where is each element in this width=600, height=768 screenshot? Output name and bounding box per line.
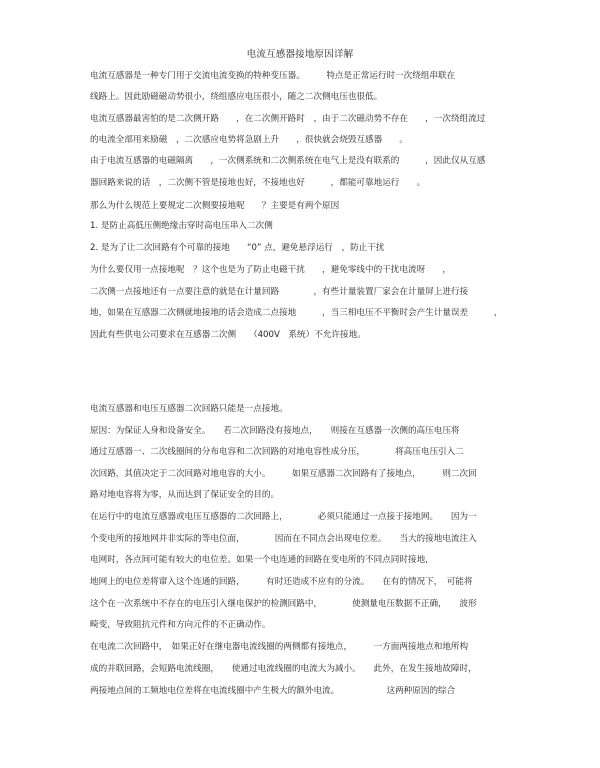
- text-line: 为什么要仅用一点接地呢 ？这个也是为了防止电磁干扰 ，避免零线中的干扰电流呀 ，: [90, 265, 451, 275]
- text-line: 1. 是防止高低压侧绝缘击穿时高电压串入二次侧: [90, 221, 273, 231]
- text-line: 器回路来说的话 ，二次侧不管是接地也好，不接地也好 ，都能可靠地运行 。: [90, 178, 426, 188]
- text-line: 因此有些供电公司要求在互感器二次侧 （400V 系统）不允许接地。: [90, 330, 366, 340]
- text-line: 成的并联回路，会短路电流线圈， 使通过电流线圈的电流大为减小。 此外，在发生接地故障时，: [90, 664, 477, 674]
- text-line: 地，如果在互感器二次侧就地接地的话会造成二点接地 ，当三相电压不平衡时会产生计量误差 ，: [90, 308, 503, 318]
- text-line: 二次侧一点接地还有一点要注意的就是在计量回路 ，有些计量装置厂家会在计量屏上进行接: [90, 287, 469, 297]
- text-line: 由于电流互感器的电磁隔离 ，一次侧系统和二次侧系统在电气上是没有联系的 ，因此仅从互感: [90, 156, 486, 166]
- text-line: 电网时，各点间可能有较大的电位差。如果一个电连通的回路在变电所的不同点同时接地，: [90, 555, 434, 565]
- text-line: 原因：为保证人身和设备安全。 若二次回路没有接地点， 则接在互感器一次侧的高压电压将: [90, 426, 460, 436]
- text-line: 这个在一次系统中不存在的电压引入继电保护的检测回路中， 使测量电压数据不正确， 波形: [90, 599, 477, 609]
- text-line: 电流互感器和电压互感器二次回路只能是一点接地。: [90, 404, 288, 414]
- text-line: 两接地点间的工频地电位差将在电流线圈中产生极大的额外电流。 这两种原因的综合: [90, 686, 456, 696]
- text-line: 次回路，其值决定于二次回路对地电容的大小。 如果互感器二次回路有了接地点， 则二次回: [90, 469, 477, 479]
- text-line: 个变电所的接地网并非实际的等电位面， 因而在不同点会出现电位差。 当大的接地电流注入: [90, 534, 477, 544]
- text-line: 2. 是为了让二次回路有个可靠的接地 “0” 点，避免悬浮运行 ，防止干扰: [90, 243, 385, 253]
- text-line: 地网上的电位差将窜入这个连通的回路， 有时还造成不应有的分流。 在有的情况下， 可能将: [90, 577, 473, 587]
- page-title: 电流互感器接地原因详解: [246, 49, 354, 60]
- text-line: 电流互感器是一种专门用于交流电流变换的特种变压器。 特点是正常运行时一次绕组串联在: [90, 71, 456, 81]
- text-line: 线路上。因此励磁磁动势很小，绕组感应电压很小，随之二次侧电压也很低。: [90, 92, 383, 102]
- text-line: 通过互感器一、二次线圈间的分布电容和二次回路的对地电容性成分压， 将高压电压引入二: [90, 447, 464, 457]
- text-line: 在运行中的电流互感器或电压互感器的二次回路上， 必须只能通过一点接于接地网。 因为一: [90, 512, 477, 522]
- text-line: 在电流二次回路中， 如果正好在继电器电流线圈的两侧都有接地点， 一方面两接地点和地所构: [90, 642, 469, 652]
- text-line: 的电流全部用来励磁 ，二次感应电势将急剧上升 ，很快就会烧毁互感器 。: [90, 135, 408, 145]
- text-line: 路对地电容将为零，从而达到了保证安全的目的。: [90, 490, 280, 500]
- text-line: 畸变，导致阻抗元件和方向元件的不正确动作。: [90, 620, 271, 630]
- text-line: 电流互感器最害怕的是二次侧开路 ，在二次侧开路时 ，由于二次磁动势不存在 ，一次绕组流过: [90, 114, 486, 124]
- text-line: 那么为什么规范上要规定二次侧要接地呢 ？主要是有两个原因: [90, 201, 340, 211]
